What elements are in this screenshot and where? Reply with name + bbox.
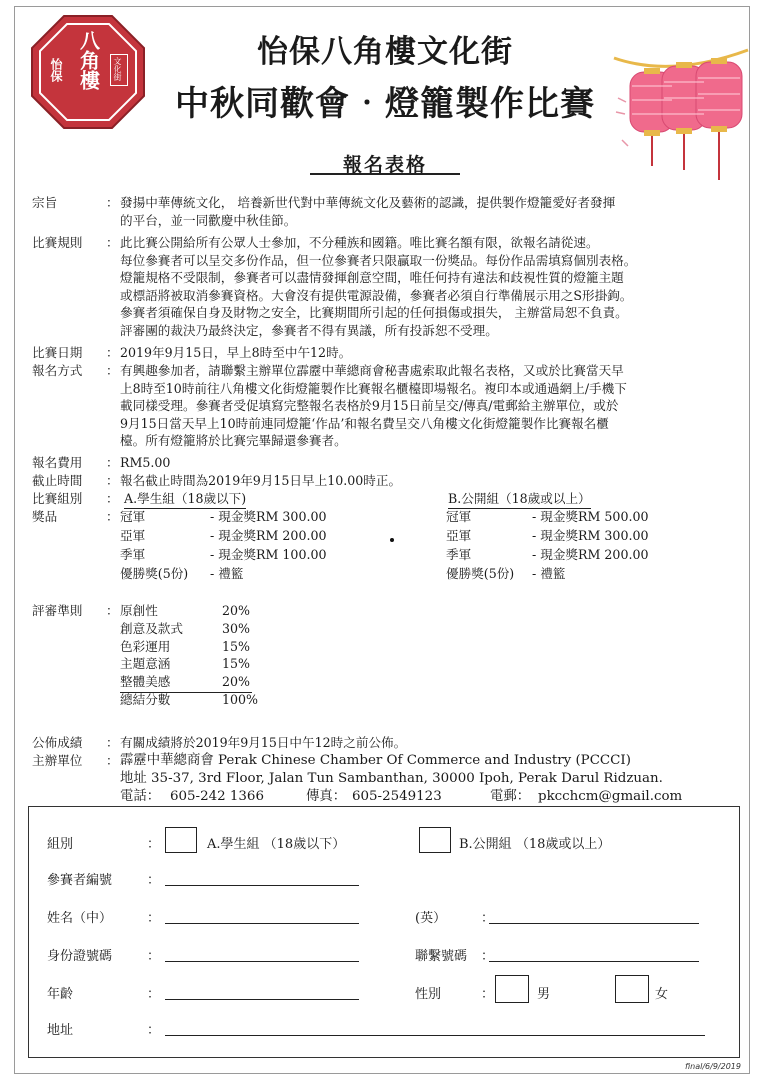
criteria-item: 色彩運用 — [120, 638, 171, 654]
tel-value: 605-242 1366 — [170, 789, 264, 804]
criteria-pct: 15% — [222, 656, 250, 672]
criteria-item: 主題意涵 — [120, 656, 171, 672]
criteria-colon: ： — [106, 603, 119, 618]
colon: ： — [147, 949, 161, 964]
prize-rank: 冠軍 — [446, 509, 472, 524]
prize-row — [120, 546, 380, 565]
rules-line: 或標語將被取消參賽資格。大會沒有提供電源設備，參賽者必須自行準備展示用之S形掛鉤。 — [120, 287, 633, 303]
date-text: 2019年9月15日，早上8時至中午12時。 — [120, 345, 352, 360]
fax-value: 605-2549123 — [352, 789, 442, 804]
ic-no-label: 身份證號碼 — [47, 949, 113, 964]
criteria-pct: 20% — [222, 674, 250, 690]
name-cn-label: 姓名（中） — [47, 911, 113, 926]
prize-rank: 季軍 — [446, 547, 472, 562]
date-colon: ： — [106, 345, 119, 360]
group-a-checkbox[interactable] — [165, 827, 197, 853]
method-line: 檯。所有燈籠將於比賽完畢歸還參賽者。 — [120, 433, 347, 448]
results-colon: ： — [106, 735, 119, 750]
prize-value: - 現金獎RM 100.00 — [210, 547, 327, 562]
deadline-label: 截止時間 — [32, 473, 83, 488]
name-en-label: (英） — [415, 911, 447, 926]
colon: ： — [147, 873, 161, 888]
rules-colon: ： — [106, 235, 119, 250]
logo-side-label: 怡保 — [49, 58, 63, 82]
prize-rank: 亞軍 — [446, 528, 472, 543]
organizer-name: 霹靂中華總商會 Perak Chinese Chamber Of Commerce and Industry (PCCCI) — [120, 753, 631, 768]
criteria-total: 總結分數 — [120, 691, 171, 707]
male-checkbox[interactable] — [495, 975, 529, 1003]
prize-value: - 禮籃 — [532, 566, 566, 581]
prize-value: - 現金獎RM 300.00 — [532, 528, 649, 543]
rules-line: 評審團的裁決乃最終決定，參賽者不得有異議，所有投訴恕不受理。 — [120, 322, 498, 338]
prize-value: - 現金獎RM 500.00 — [532, 509, 649, 524]
organizer-address: 地址 35-37, 3rd Floor, Jalan Tun Sambanthan, 30000 Ipoh, Perak Darul Ridzuan. — [120, 771, 663, 786]
group-b-option: B.公開組 （18歲或以上） — [459, 837, 611, 852]
organizer-label: 主辦單位 — [32, 753, 83, 768]
prize-value: - 現金獎RM 300.00 — [210, 509, 327, 524]
logo-sub-text — [110, 54, 128, 86]
fee-label: 報名費用 — [32, 455, 83, 470]
criteria-pct: 20% — [222, 603, 250, 618]
group-a-option: A.學生組 （18歲以下） — [207, 837, 346, 852]
colon: ： — [147, 987, 161, 1002]
colon: ： — [481, 911, 495, 926]
lanterns-illustration — [612, 20, 750, 190]
tel-label: 電話： — [120, 789, 161, 804]
group-field-label: 組別 — [47, 837, 74, 852]
prize-rank: 優勝獎(5份) — [446, 566, 515, 581]
participant-no-field[interactable] — [165, 885, 359, 886]
date-label: 比賽日期 — [32, 345, 83, 360]
criteria-pct: 15% — [222, 638, 250, 654]
logo-sub-label: 文化街 — [113, 57, 122, 81]
female-checkbox[interactable] — [615, 975, 649, 1003]
results-text: 有關成績將於2019年9月15日中午12時之前公佈。 — [120, 735, 407, 750]
prize-row — [120, 508, 380, 527]
criteria-item: 創意及款式 — [120, 620, 183, 636]
deadline-text: 報名截止時間為2019年9月15日早上10.00時正。 — [120, 473, 402, 488]
rules-line: 此比賽公開給所有公眾人士參加，不分種族和國籍。唯比賽名額有限，欲報名請從速。 — [120, 235, 599, 250]
prizes-group-a — [120, 508, 380, 584]
prize-rank: 冠軍 — [120, 509, 146, 524]
participant-no-label: 參賽者編號 — [47, 873, 113, 888]
version-footer: final/6/9/2019 — [685, 1062, 741, 1071]
email-label: 電郵： — [490, 789, 531, 804]
prize-row — [446, 527, 726, 546]
logo-main-vertical — [70, 30, 106, 95]
fax-label: 傳真： — [306, 789, 347, 804]
purpose-line: 的平台，並一同歡慶中秋佳節。 — [120, 212, 297, 228]
female-label: 女 — [655, 987, 669, 1002]
method-line: 9月15日當天早上10時前連同燈籠‘作品’和報名費呈交八角樓文化街燈籠製作比賽報名櫃 — [120, 415, 609, 431]
org-logo — [30, 14, 146, 130]
criteria-label: 評審準則 — [32, 603, 83, 618]
rules-line: 每位參賽者可以呈交多份作品，但一位參賽者只限贏取一份獎品。每份作品需填寫個別表格。 — [120, 252, 637, 268]
results-label: 公佈成績 — [32, 735, 83, 750]
rules-line: 參賽者須確保自身及財物之安全，比賽期間所引起的任何損傷或損失， 主辦當局恕不負責。 — [120, 305, 628, 320]
prizes-label: 獎品 — [32, 509, 58, 524]
prize-row — [446, 546, 726, 565]
logo-side-text — [48, 58, 65, 85]
logo-main-label: 八角樓 — [76, 30, 101, 90]
deadline-colon: ： — [106, 473, 119, 488]
groups-colon: ： — [106, 491, 119, 506]
method-line: 有興趣參加者，請聯繫主辦單位霹靂中華總商會秘書處索取此報名表格，又或於比賽當天早 — [120, 363, 624, 378]
method-line: 上8時至10時前往八角樓文化街燈籠製作比賽報名櫃檯即場報名。複印本或通過網上/手機下 — [120, 380, 627, 396]
contact-no-field[interactable] — [489, 961, 699, 962]
group-b-checkbox[interactable] — [419, 827, 451, 853]
age-field[interactable] — [165, 999, 359, 1000]
organizer-colon: ： — [106, 753, 119, 768]
stray-dot — [390, 538, 394, 542]
prize-rank: 優勝獎(5份) — [120, 566, 189, 581]
address-field[interactable] — [165, 1035, 705, 1036]
rules-label: 比賽規則 — [32, 235, 83, 250]
male-label: 男 — [537, 987, 551, 1002]
prize-value: - 現金獎RM 200.00 — [210, 528, 327, 543]
criteria-total-pct: 100% — [222, 691, 259, 707]
criteria-item: 原創性 — [120, 603, 158, 618]
rules-line: 燈籠規格不受限制，參賽者可以盡情發揮創意空間，唯任何持有違法和歧視性質的燈籠主題 — [120, 270, 624, 285]
gender-label: 性別 — [415, 987, 442, 1002]
prize-row — [120, 565, 380, 584]
prize-rank: 亞軍 — [120, 528, 146, 543]
purpose-label: 宗旨 — [32, 195, 58, 210]
form-title: 報名表格 — [342, 154, 427, 176]
prizes-colon: ： — [106, 509, 119, 524]
method-line: 載同樣受理。參賽者受促填寫完整報名表格於9月15日前呈交/傳真/電郵給主辦單位，或於 — [120, 398, 619, 413]
prize-value: - 現金獎RM 200.00 — [532, 547, 649, 562]
prize-rank: 季軍 — [120, 547, 146, 562]
fee-colon: ： — [106, 455, 119, 470]
rules-text — [120, 234, 732, 339]
email-value: pkcchcm@gmail.com — [538, 789, 683, 804]
prize-row — [120, 527, 380, 546]
criteria-total-line — [120, 692, 252, 693]
colon: ： — [147, 911, 161, 926]
address-label: 地址 — [47, 1023, 74, 1038]
colon: ： — [481, 987, 495, 1002]
prizes-group-b — [446, 508, 726, 584]
method-text — [120, 362, 732, 450]
group-b-heading: B.公開組（18歲或以上） — [448, 490, 591, 509]
fee-text: RM5.00 — [120, 455, 171, 470]
name-cn-field[interactable] — [165, 923, 359, 924]
organizer-text — [120, 752, 732, 806]
purpose-colon: ： — [106, 195, 119, 210]
organizer-contacts — [120, 788, 732, 806]
registration-form — [28, 806, 740, 1058]
ic-no-field[interactable] — [165, 961, 359, 962]
colon: ： — [147, 837, 161, 852]
purpose-line: 發揚中華傳統文化， 培養新世代對中華傳統文化及藝術的認識，提供製作燈籠愛好者發揮 — [120, 195, 616, 210]
criteria-pct: 30% — [222, 620, 250, 636]
form-title-underline — [310, 173, 460, 175]
groups-label: 比賽組別 — [32, 491, 83, 506]
event-title-line1: 怡保八角樓文化街 — [257, 34, 513, 70]
prize-value: - 禮籃 — [210, 566, 244, 581]
colon: ： — [481, 949, 495, 964]
prize-row — [446, 508, 726, 527]
colon: ： — [147, 1023, 161, 1038]
group-a-heading: A.學生組（18歲以下) — [124, 490, 246, 509]
purpose-text — [120, 194, 732, 229]
event-title-line2: 中秋同歡會‧燈籠製作比賽 — [175, 84, 595, 124]
method-colon: ： — [106, 363, 119, 378]
criteria-item: 整體美感 — [120, 674, 171, 690]
name-en-field[interactable] — [489, 923, 699, 924]
age-label: 年齡 — [47, 987, 74, 1002]
contact-no-label: 聯繫號碼 — [415, 949, 468, 964]
method-label: 報名方式 — [32, 363, 83, 378]
prize-row — [446, 565, 726, 584]
